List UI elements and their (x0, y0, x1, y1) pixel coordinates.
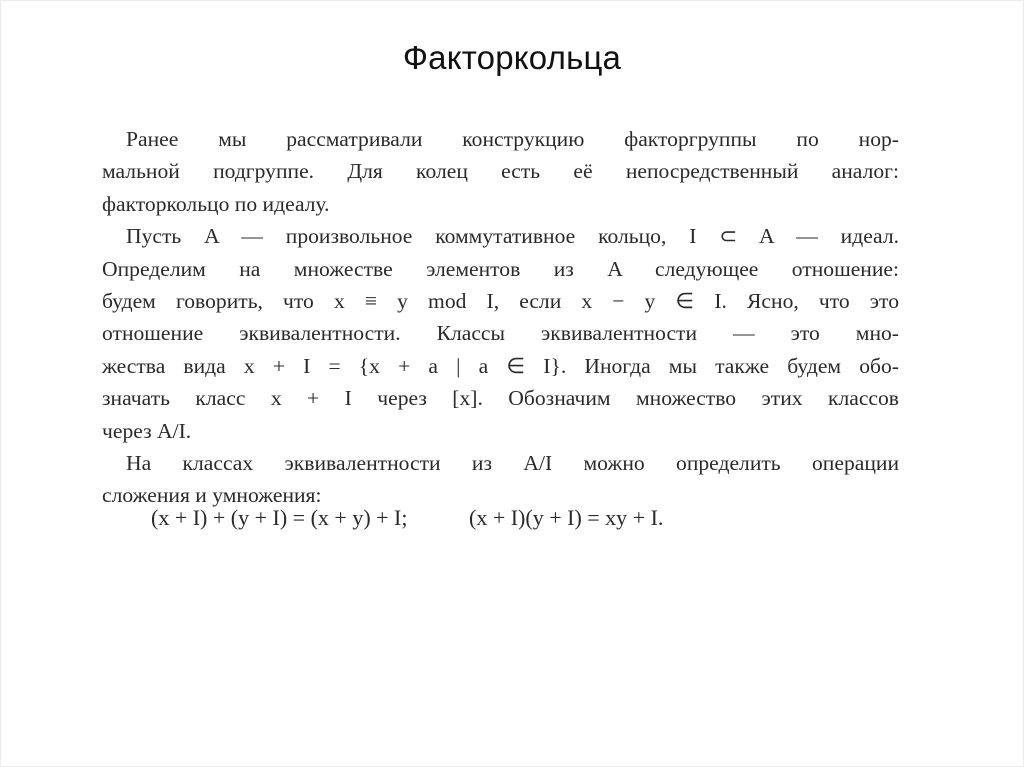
formula-block (151, 505, 851, 531)
paragraph-intro (102, 123, 899, 220)
text-line: через A/I. (102, 418, 192, 443)
formula-multiplication: (x + I)(y + I) = xy + I. (469, 505, 664, 530)
paragraph-definition (102, 220, 899, 447)
slide-title: Факторкольца (402, 39, 622, 76)
text-line: жества вида x + I = {x + a | a ∈ I}. Иногда мы также будем обо- (102, 353, 899, 378)
formula-addition: (x + I) + (y + I) = (x + y) + I; (151, 505, 408, 530)
text-line: Пусть A — произвольное коммутативное кольцо, I ⊂ A — идеал. (126, 224, 899, 249)
text-line: сложения и умножения: (102, 483, 322, 508)
paragraph-operations (102, 447, 899, 512)
text-line: значать класс x + I через [x]. Обозначим множество этих классов (102, 386, 899, 411)
text-line: На классах эквивалентности из A/I можно определить операции (126, 451, 899, 476)
slide-body-text (102, 123, 899, 512)
text-line: отношение эквивалентности. Классы эквивалентности — это мно- (102, 321, 899, 346)
text-line: Определим на множестве элементов из A следующее отношение: (102, 256, 899, 281)
text-line: факторкольцо по идеалу. (102, 191, 330, 216)
text-line: будем говорить, что x ≡ y mod I, если x − y ∈ I. Ясно, что это (102, 289, 899, 314)
text-line: мальной подгруппе. Для колец есть её непосредственный аналог: (102, 159, 899, 184)
text-line: Ранее мы рассматривали конструкцию факторгруппы по нор- (126, 127, 899, 151)
